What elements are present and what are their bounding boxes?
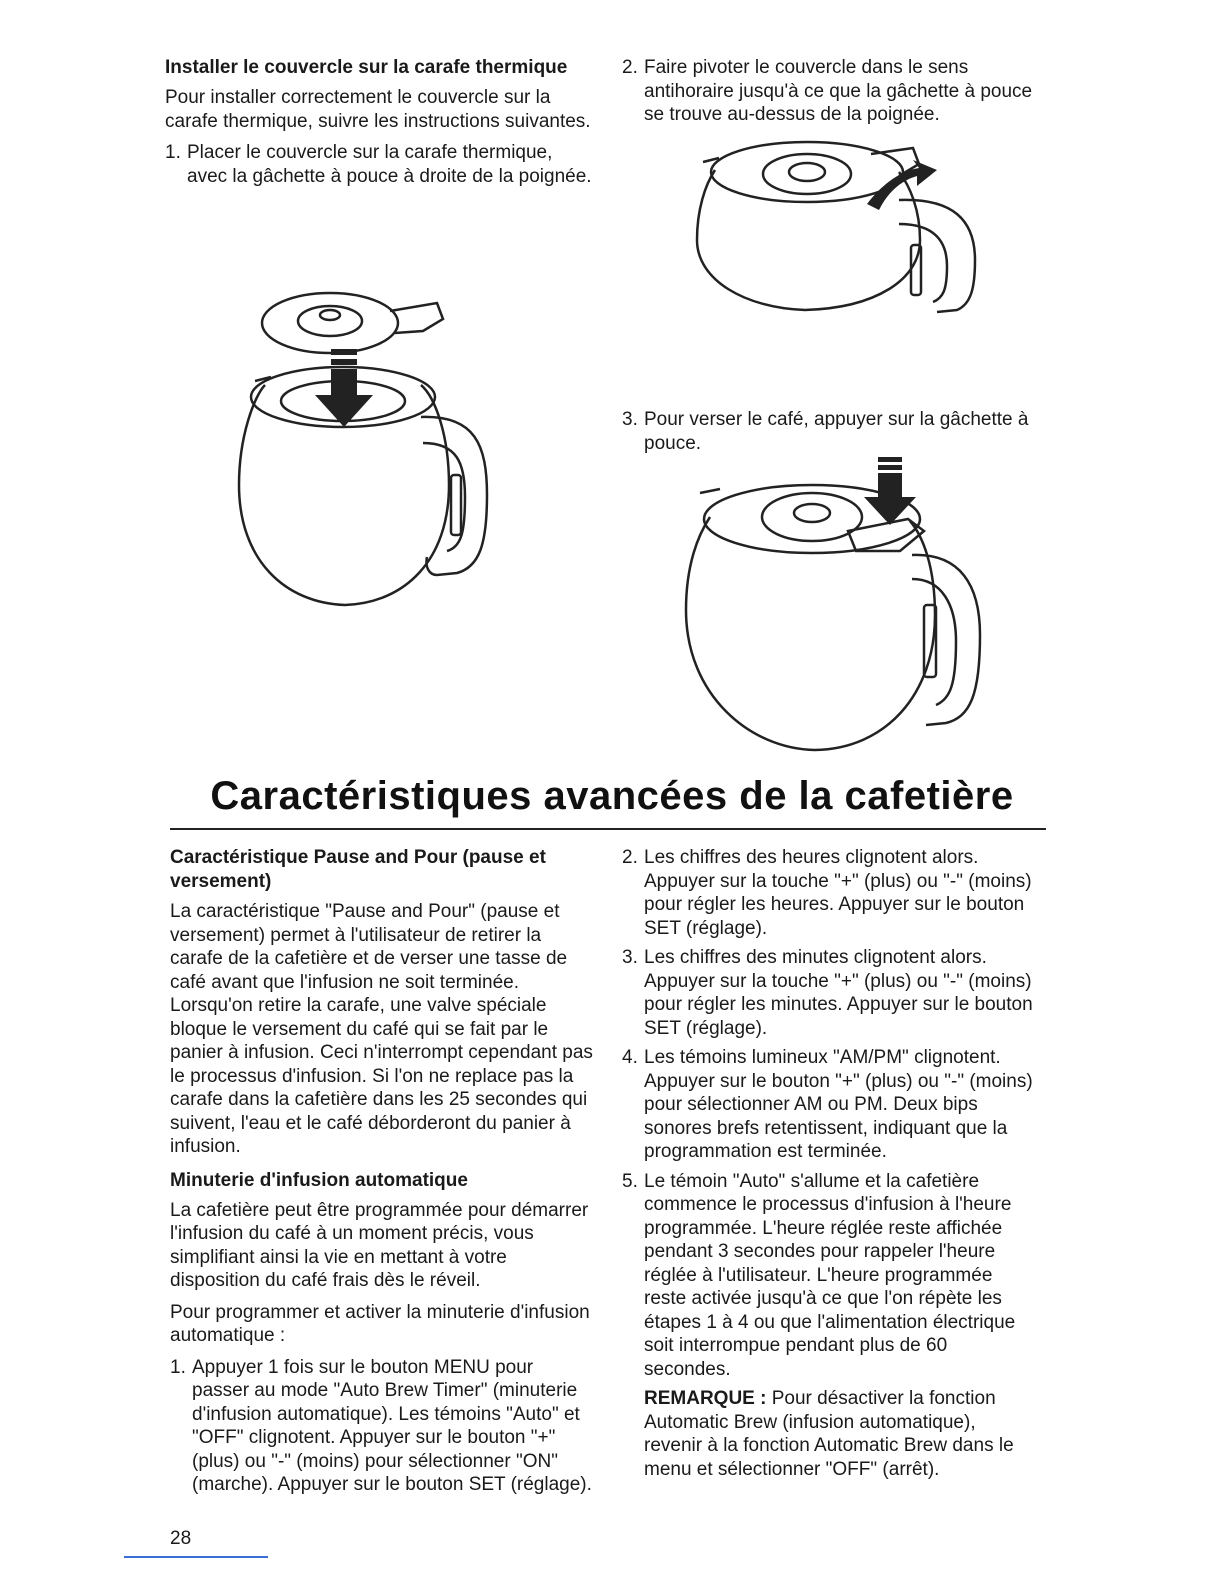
item1-number: 1. <box>170 1356 186 1378</box>
page-number: 28 <box>170 1528 192 1549</box>
auto-timer-heading: Minuterie d'infusion automatique <box>170 1169 468 1191</box>
carafe-lid-rotation-illustration <box>685 140 985 315</box>
top-left-column <box>165 56 595 194</box>
remarque-text: Pour désactiver la fonction Automatic Brew (infusion automatique), revenir à la fonction Automatic Brew dans le menu et sélectionner "OFF" (arrêt). <box>644 1388 1014 1480</box>
lid-install-heading: Installer le couvercle sur la carafe thermique <box>165 57 568 78</box>
item2-number: 2. <box>622 847 638 868</box>
step1-text: Placer le couvercle sur la carafe thermique, avec la gâchette à pouce à droite de la poignée. <box>187 142 592 187</box>
lower-left-column <box>170 846 595 1503</box>
carafe-pour-illustration <box>680 455 985 755</box>
list-item-2 <box>622 846 1037 940</box>
list-item-4 <box>622 1046 1037 1164</box>
step2-text: Faire pivoter le couvercle dans le sens antihoraire jusqu'à ce que la gâchette à pouce se trouve au-dessus de la poignée. <box>644 57 1033 125</box>
item5-text: Le témoin "Auto" s'allume et la cafetière commence le processus d'infusion à l'heure programmée. L'heure réglée reste affichée pendant 3 secondes pour rappeler l'heure réglée à l'utilisateur. L'heure programmée reste activée jusqu'à ce que l'on répète les étapes 1 à 4 ou que l'alimentation électrique soit interrompue pendant plus de 60 secondes. <box>644 1170 1016 1380</box>
remarque-note <box>622 1387 1037 1481</box>
section-divider <box>170 828 1046 830</box>
item2-text: Les chiffres des heures clignotent alors. Appuyer sur la touche "+" (plus) ou "-" (moins) pour régler les heures. Appuyer sur le bouton SET (réglage). <box>644 847 1032 939</box>
step1-number: 1. <box>165 142 181 163</box>
list-item-5 <box>622 1170 1037 1382</box>
top-right-column <box>622 56 1042 133</box>
item1-text: Appuyer 1 fois sur le bouton MENU pour passer au mode "Auto Brew Timer" (minuterie d'infusion automatique). Les témoins "Auto" et "OFF" clignotent. Appuyer sur le bouton "+" (plus) ou "-" (moins) pour sélectionner "ON" (marche). Appuyer sur le bouton SET (réglage). <box>192 1356 592 1495</box>
list-item-3 <box>622 946 1037 1040</box>
section-title: Caractéristiques avancées de la cafetière <box>210 774 1014 818</box>
step3-block <box>622 408 1042 461</box>
item4-number: 4. <box>622 1047 638 1068</box>
item4-text: Les témoins lumineux "AM/PM" clignotent. Appuyer sur le bouton "+" (plus) ou "-" (moins) pour sélectionner AM ou PM. Deux bips sonores brefs retentissent, indiquant que la programmation est terminée. <box>644 1047 1033 1162</box>
step3-text: Pour verser le café, appuyer sur la gâchette à pouce. <box>644 409 1029 454</box>
list-item-step3 <box>622 408 1042 455</box>
auto-timer-text-2: Pour programmer et activer la minuterie d'infusion automatique : <box>170 1301 590 1346</box>
bottom-link-underline <box>124 1556 268 1558</box>
list-item-1 <box>170 1356 595 1497</box>
item5-number: 5. <box>622 1170 638 1192</box>
lower-right-column <box>622 846 1037 1489</box>
step2-number: 2. <box>622 57 638 78</box>
lid-install-intro: Pour installer correctement le couvercle sur la carafe thermique, suivre les instructions suivantes. <box>165 87 591 132</box>
pause-pour-heading: Caractéristique Pause and Pour (pause et versement) <box>170 847 546 892</box>
remarque-label: REMARQUE : <box>644 1388 767 1409</box>
step3-number: 3. <box>622 409 638 430</box>
pause-pour-text: La caractéristique "Pause and Pour" (pause et versement) permet à l'utilisateur de retirer la carafe de la cafetière et de verser une tasse de café avant que l'infusion ne soit terminée. Lorsqu'on retire la carafe, une valve spéciale bloque le versement du café qui se fait par le panier à infusion. Ceci n'interrompt cependant pas le processus d'infusion. Si l'on ne replace pas la carafe dans la cafetière dans les 25 secondes qui suivent, l'eau et le café déborderont du panier à infusion. <box>170 901 593 1157</box>
item3-text: Les chiffres des minutes clignotent alors. Appuyer sur la touche "+" (plus) ou "-" (moins) pour régler les minutes. Appuyer sur le bouton SET (réglage). <box>644 947 1033 1039</box>
list-item-step2 <box>622 56 1042 127</box>
carafe-lid-placement-illustration <box>225 285 515 625</box>
item3-number: 3. <box>622 947 638 968</box>
list-item-step1 <box>165 141 595 188</box>
auto-timer-text-1: La cafetière peut être programmée pour démarrer l'infusion du café à un moment précis, vous simplifiant ainsi la vie en mettant à votre disposition du café frais dès le réveil. <box>170 1199 589 1291</box>
